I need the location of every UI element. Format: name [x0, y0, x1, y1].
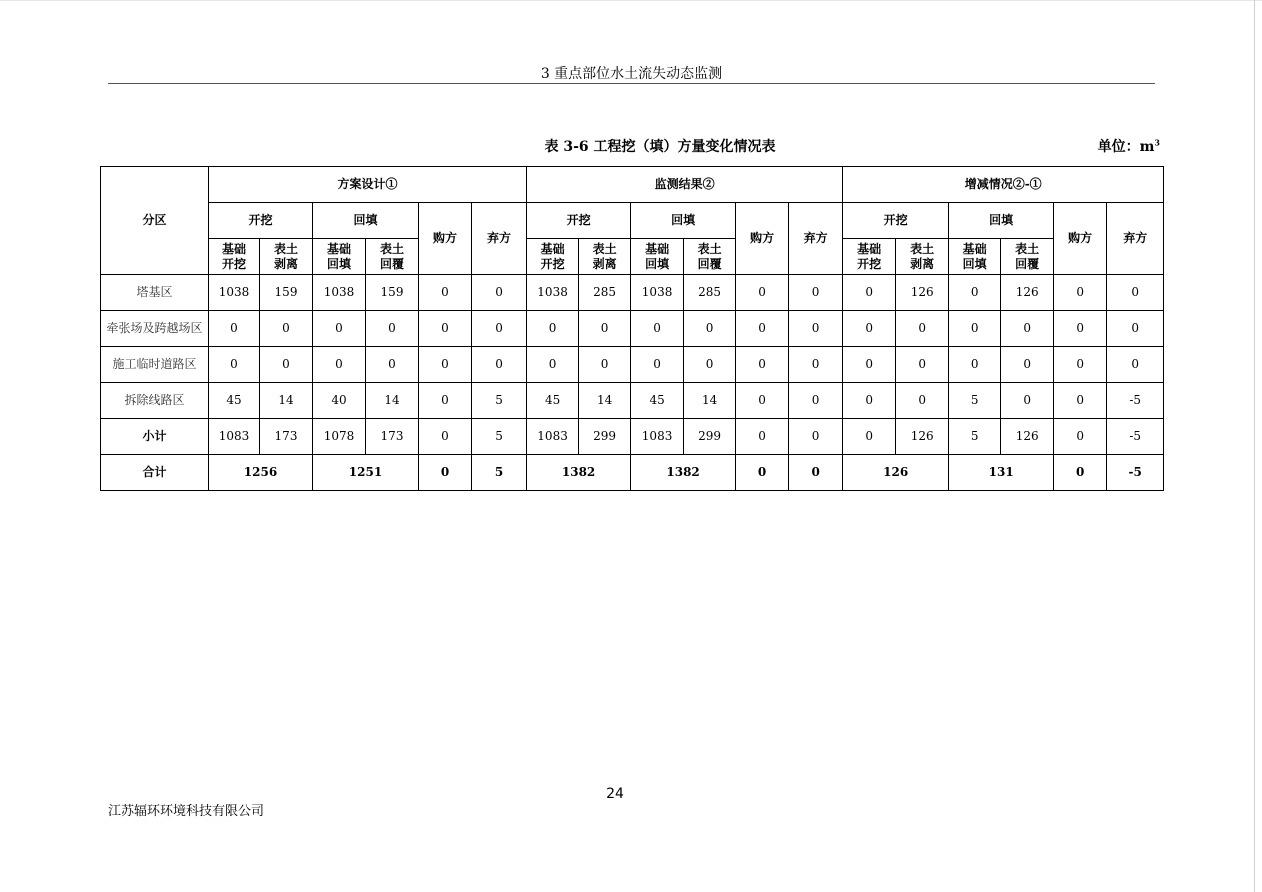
table-cell: 0	[472, 311, 527, 347]
table-cell: 0	[896, 347, 949, 383]
total-change-borrow: 0	[1054, 455, 1107, 491]
total-design-spoil: 5	[472, 455, 527, 491]
table-cell: 0	[949, 275, 1001, 311]
table-cell: 0	[209, 347, 260, 383]
table-cell: 14	[684, 383, 736, 419]
table-cell: 0	[843, 383, 896, 419]
table-cell: 1083	[209, 419, 260, 455]
leaf-header-line: 剥离	[273, 256, 298, 271]
leaf-header-line: 回填	[645, 256, 670, 271]
table-row	[101, 275, 1164, 311]
leaf-header-line: 开挖	[540, 256, 565, 271]
table-row	[101, 419, 1164, 455]
leaf-header-line: 回覆	[697, 256, 722, 271]
table-cell: 0	[313, 347, 366, 383]
table-cell: 126	[1001, 419, 1054, 455]
leaf-foundation-backfill	[949, 239, 1001, 275]
table-cell: 45	[631, 383, 684, 419]
table-cell: 0	[527, 347, 579, 383]
table-cell: 285	[579, 275, 631, 311]
table-cell: 0	[419, 419, 472, 455]
table-cell: 159	[366, 275, 419, 311]
table-caption: 表 3-6 工程挖（填）方量变化情况表	[544, 139, 776, 155]
subgroup-spoil: 弃方	[1107, 203, 1164, 275]
table-cell: 0	[843, 311, 896, 347]
table-cell: -5	[1107, 383, 1164, 419]
table-cell: 126	[896, 419, 949, 455]
table-cell: 5	[949, 383, 1001, 419]
leaf-header-line: 表土	[592, 241, 617, 256]
total-change-spoil: -5	[1107, 455, 1164, 491]
table-cell: 0	[631, 347, 684, 383]
table-cell: 40	[313, 383, 366, 419]
table-cell: 0	[1001, 347, 1054, 383]
table-cell: 0	[789, 347, 843, 383]
leaf-topsoil-stripping	[896, 239, 949, 275]
table-cell: 1083	[631, 419, 684, 455]
table-cell: 0	[789, 383, 843, 419]
table-cell: 0	[209, 311, 260, 347]
row-label: 合计	[101, 455, 209, 491]
total-design-backfill: 1251	[313, 455, 419, 491]
table-cell: 5	[472, 419, 527, 455]
table-cell: 0	[419, 347, 472, 383]
unit-label	[1040, 136, 1160, 156]
table-cell: 173	[366, 419, 419, 455]
table-cell: 0	[896, 383, 949, 419]
row-label: 小计	[101, 419, 209, 455]
table-cell: 0	[419, 275, 472, 311]
page-top-edge	[0, 0, 1262, 1]
group-header-monitoring: 监测结果②	[527, 167, 843, 203]
table-cell: 1038	[631, 275, 684, 311]
table-cell: 0	[1001, 383, 1054, 419]
leaf-header-line: 回填	[962, 256, 987, 271]
row-label: 拆除线路区	[101, 383, 209, 419]
table-cell: 285	[684, 275, 736, 311]
table-cell: 0	[736, 275, 789, 311]
table-cell: 126	[896, 275, 949, 311]
leaf-topsoil-cover	[1001, 239, 1054, 275]
subgroup-spoil: 弃方	[789, 203, 843, 275]
subgroup-excavation: 开挖	[209, 203, 313, 239]
table-cell: 0	[260, 347, 313, 383]
table-row	[101, 383, 1164, 419]
table-row	[101, 347, 1164, 383]
leaf-foundation-backfill	[313, 239, 366, 275]
table-cell: 0	[684, 347, 736, 383]
table-cell: 0	[1054, 311, 1107, 347]
total-monitoring-backfill: 1382	[631, 455, 736, 491]
table-cell: 0	[472, 275, 527, 311]
table-cell: 0	[260, 311, 313, 347]
table-cell: 0	[1001, 311, 1054, 347]
table-cell: 0	[313, 311, 366, 347]
table-cell: 0	[366, 347, 419, 383]
page-number: 24	[606, 786, 624, 802]
leaf-header-line: 表土	[910, 241, 935, 256]
table-cell: 0	[527, 311, 579, 347]
table-cell: 0	[1107, 347, 1164, 383]
total-monitoring-spoil: 0	[789, 455, 843, 491]
table-cell: 14	[260, 383, 313, 419]
table-cell: 0	[366, 311, 419, 347]
table-cell: 299	[579, 419, 631, 455]
leaf-header-line: 开挖	[221, 256, 246, 271]
leaf-header-line: 基础	[962, 241, 987, 256]
leaf-foundation-excavation	[209, 239, 260, 275]
table-cell: 173	[260, 419, 313, 455]
subgroup-borrow: 购方	[419, 203, 472, 275]
table-cell: 0	[949, 347, 1001, 383]
table-cell: 0	[472, 347, 527, 383]
table-cell: -5	[1107, 419, 1164, 455]
subgroup-backfill: 回填	[949, 203, 1054, 239]
leaf-header-line: 基础	[221, 241, 246, 256]
table-row	[101, 311, 1164, 347]
table-cell: 1083	[527, 419, 579, 455]
total-design-excavation: 1256	[209, 455, 313, 491]
footer-company: 江苏辐环环境科技有限公司	[108, 804, 265, 819]
leaf-foundation-backfill	[631, 239, 684, 275]
table-cell: 0	[579, 347, 631, 383]
table-cell: 0	[1107, 311, 1164, 347]
subgroup-excavation: 开挖	[843, 203, 949, 239]
table-cell: 0	[684, 311, 736, 347]
table-cell: 0	[949, 311, 1001, 347]
table-cell: 159	[260, 275, 313, 311]
unit-text: 单位：m	[1097, 139, 1155, 155]
leaf-header-line: 基础	[540, 241, 565, 256]
table-cell: 0	[736, 383, 789, 419]
total-change-backfill: 131	[949, 455, 1054, 491]
region-header: 分区	[101, 167, 209, 275]
table-cell: 0	[579, 311, 631, 347]
leaf-header-line: 表土	[273, 241, 298, 256]
table-cell: 126	[1001, 275, 1054, 311]
leaf-header-line: 基础	[326, 241, 351, 256]
table-cell: 14	[366, 383, 419, 419]
total-design-borrow: 0	[419, 455, 472, 491]
table-cell: 0	[843, 275, 896, 311]
table-cell: 0	[1054, 275, 1107, 311]
subgroup-backfill: 回填	[313, 203, 419, 239]
table-cell: 0	[1054, 383, 1107, 419]
leaf-header-line: 回覆	[379, 256, 404, 271]
table-cell: 1038	[313, 275, 366, 311]
header-rule	[108, 83, 1155, 84]
subgroup-borrow: 购方	[1054, 203, 1107, 275]
leaf-topsoil-stripping	[260, 239, 313, 275]
table-cell: 1038	[209, 275, 260, 311]
running-header: 3 重点部位水土流失动态监测	[540, 66, 723, 82]
table-cell: 0	[1054, 419, 1107, 455]
leaf-topsoil-cover	[684, 239, 736, 275]
table-cell: 5	[949, 419, 1001, 455]
table-cell: 45	[209, 383, 260, 419]
row-label: 塔基区	[101, 275, 209, 311]
table-cell: 0	[736, 347, 789, 383]
leaf-topsoil-stripping	[579, 239, 631, 275]
leaf-header-line: 基础	[645, 241, 670, 256]
table-cell: 0	[843, 419, 896, 455]
unit-superscript: 3	[1154, 137, 1160, 148]
group-header-design: 方案设计①	[209, 167, 527, 203]
total-monitoring-borrow: 0	[736, 455, 789, 491]
table-cell: 0	[419, 311, 472, 347]
leaf-header-line: 剥离	[910, 256, 935, 271]
total-row	[101, 455, 1164, 491]
table-cell: 14	[579, 383, 631, 419]
table-cell: 0	[419, 383, 472, 419]
table-cell: 0	[789, 419, 843, 455]
leaf-header-line: 表土	[1015, 241, 1040, 256]
total-change-excavation: 126	[843, 455, 949, 491]
page-right-edge	[1254, 0, 1255, 892]
subgroup-excavation: 开挖	[527, 203, 631, 239]
table-cell: 0	[789, 275, 843, 311]
table-cell: 299	[684, 419, 736, 455]
leaf-foundation-excavation	[843, 239, 896, 275]
row-label: 牵张场及跨越场区	[101, 311, 209, 347]
leaf-header-line: 开挖	[857, 256, 882, 271]
table-cell: 0	[631, 311, 684, 347]
subgroup-borrow: 购方	[736, 203, 789, 275]
table-cell: 0	[843, 347, 896, 383]
table-cell: 45	[527, 383, 579, 419]
table-cell: 0	[1107, 275, 1164, 311]
leaf-header-line: 表土	[697, 241, 722, 256]
table-cell: 0	[896, 311, 949, 347]
leaf-header-line: 基础	[857, 241, 882, 256]
table-cell: 1038	[527, 275, 579, 311]
row-label: 施工临时道路区	[101, 347, 209, 383]
leaf-header-line: 回填	[326, 256, 351, 271]
leaf-header-line: 表土	[379, 241, 404, 256]
table-cell: 5	[472, 383, 527, 419]
table-cell: 1078	[313, 419, 366, 455]
table-cell: 0	[736, 311, 789, 347]
earthwork-table	[100, 166, 1164, 491]
total-monitoring-excavation: 1382	[527, 455, 631, 491]
group-header-change: 增减情况②-①	[843, 167, 1164, 203]
table-cell: 0	[1054, 347, 1107, 383]
subgroup-spoil: 弃方	[472, 203, 527, 275]
subgroup-backfill: 回填	[631, 203, 736, 239]
leaf-header-line: 剥离	[592, 256, 617, 271]
leaf-foundation-excavation	[527, 239, 579, 275]
leaf-topsoil-cover	[366, 239, 419, 275]
table-cell: 0	[736, 419, 789, 455]
leaf-header-line: 回覆	[1015, 256, 1040, 271]
table-cell: 0	[789, 311, 843, 347]
